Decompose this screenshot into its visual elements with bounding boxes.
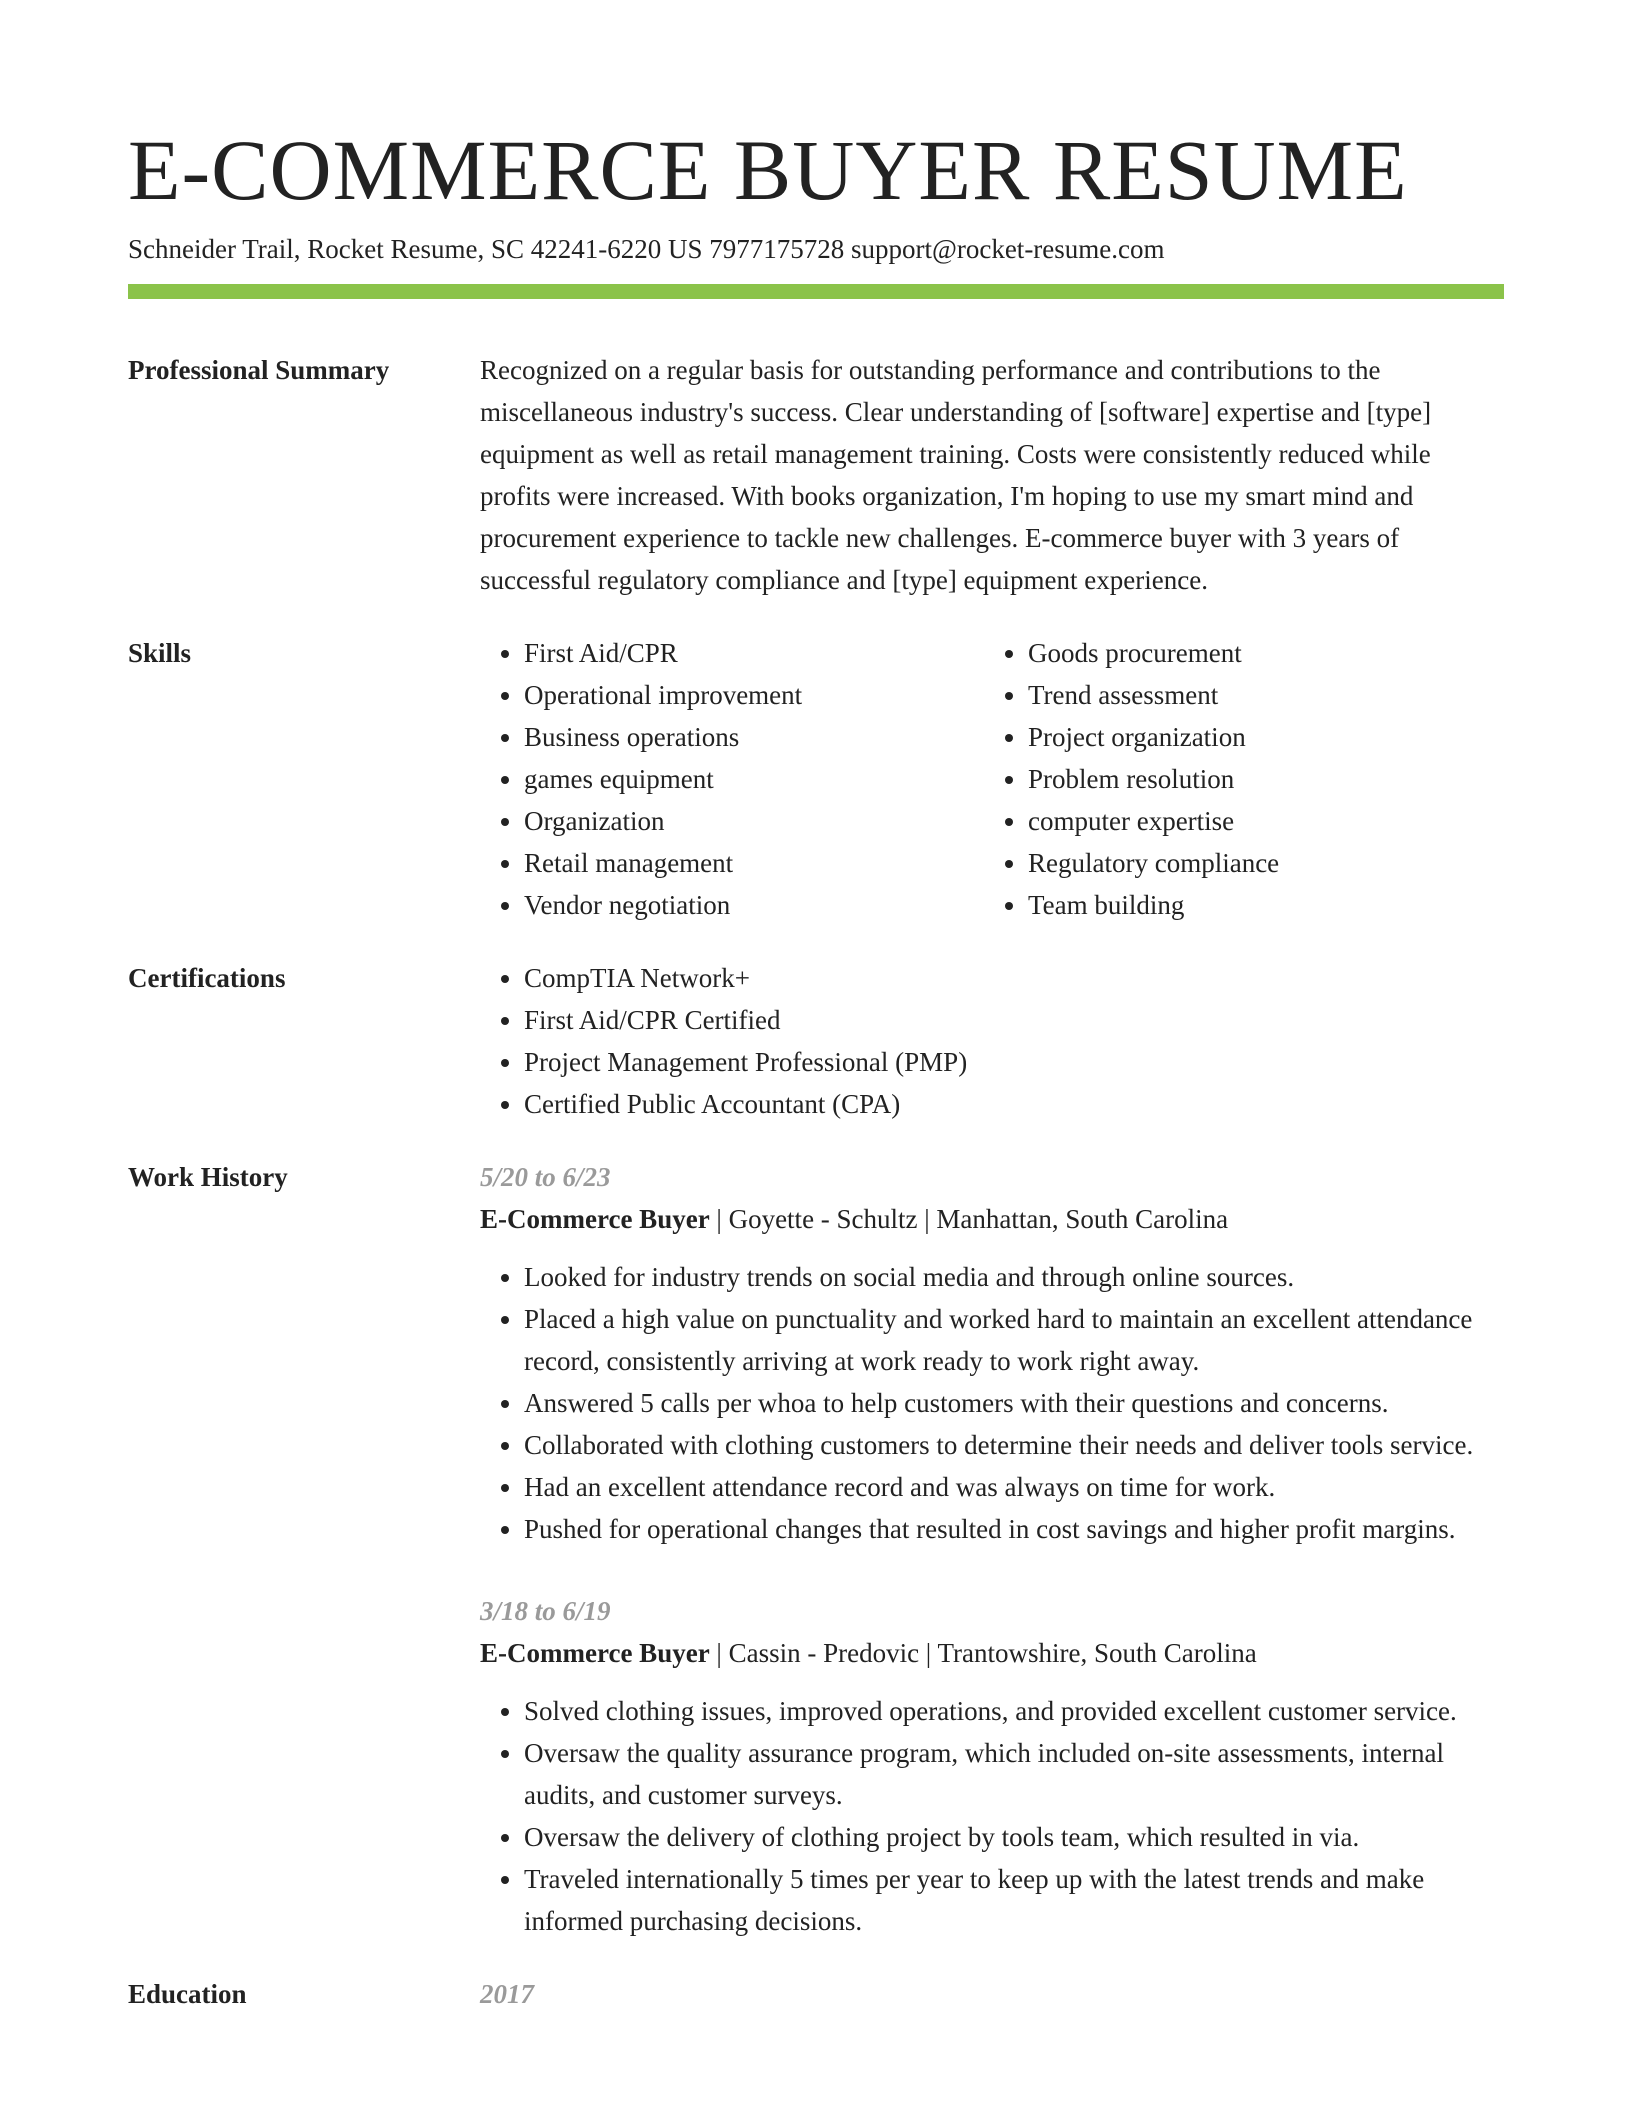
list-item: • Organization — [524, 800, 984, 842]
skills-list-left — [480, 632, 984, 926]
accent-divider — [128, 284, 1504, 299]
list-item: • Looked for industry trends on social media and through online sources. — [524, 1256, 1504, 1298]
skills-list-right — [984, 632, 1488, 926]
list-item: • Retail management — [524, 842, 984, 884]
resume-title: E-COMMERCE BUYER RESUME — [128, 122, 1408, 218]
list-item: • CompTIA Network+ — [524, 957, 1504, 999]
list-item: • Regulatory compliance — [1028, 842, 1488, 884]
list-item: • First Aid/CPR — [524, 632, 984, 674]
certifications-list — [480, 957, 1504, 1125]
section-label: Skills — [128, 638, 192, 668]
list-item: • Traveled internationally 5 times per year to keep up with the latest trends and make informed purchasing decisions. — [524, 1858, 1504, 1942]
certifications-section — [128, 957, 1504, 1125]
list-item: • computer expertise — [1028, 800, 1488, 842]
list-item: • Certified Public Accountant (CPA) — [524, 1083, 1504, 1125]
work-history-section — [128, 1156, 1504, 1942]
list-item: • Pushed for operational changes that resulted in cost savings and higher profit margins. — [524, 1508, 1504, 1550]
job-dates: 3/18 to 6/19 — [480, 1596, 611, 1626]
job-entry — [480, 1156, 1504, 1550]
list-item: • Team building — [1028, 884, 1488, 926]
list-item: • Solved clothing issues, improved operations, and provided excellent customer service. — [524, 1690, 1504, 1732]
skills-section — [128, 632, 1504, 926]
section-label: Education — [128, 1979, 247, 2009]
section-label: Certifications — [128, 963, 286, 993]
list-item: • Answered 5 calls per whoa to help customers with their questions and concerns. — [524, 1382, 1504, 1424]
job-details: | Cassin - Predovic | Trantowshire, South Carolina — [709, 1638, 1257, 1668]
summary-section — [128, 349, 1504, 601]
list-item: • Operational improvement — [524, 674, 984, 716]
section-label: Professional Summary — [128, 355, 390, 385]
job-entry — [480, 1590, 1504, 1942]
education-section — [128, 1973, 1504, 2015]
list-item: • Trend assessment — [1028, 674, 1488, 716]
list-item: • Business operations — [524, 716, 984, 758]
list-item: • Problem resolution — [1028, 758, 1488, 800]
job-dates: 5/20 to 6/23 — [480, 1162, 611, 1192]
section-label: Work History — [128, 1162, 288, 1192]
job-bullets — [480, 1690, 1504, 1942]
list-item: • Had an excellent attendance record and was always on time for work. — [524, 1466, 1504, 1508]
contact-line: Schneider Trail, Rocket Resume, SC 42241-6220 US 7977175728 support@rocket-resume.com — [128, 234, 1165, 264]
list-item: • First Aid/CPR Certified — [524, 999, 1504, 1041]
job-bullets — [480, 1256, 1504, 1550]
list-item: • Project Management Professional (PMP) — [524, 1041, 1504, 1083]
list-item: • Placed a high value on punctuality and worked hard to maintain an excellent attendance record, consistently arriving at work ready to work right away. — [524, 1298, 1504, 1382]
list-item: • Goods procurement — [1028, 632, 1488, 674]
job-title-line — [480, 1198, 1504, 1240]
resume-page — [128, 120, 1504, 2015]
education-date: 2017 — [480, 1979, 534, 2009]
job-title-line — [480, 1632, 1504, 1674]
list-item: • Project organization — [1028, 716, 1488, 758]
list-item: • Oversaw the delivery of clothing project by tools team, which resulted in via. — [524, 1816, 1504, 1858]
list-item: • games equipment — [524, 758, 984, 800]
job-title: E-Commerce Buyer — [480, 1638, 710, 1668]
job-title: E-Commerce Buyer — [480, 1204, 710, 1234]
list-item: • Collaborated with clothing customers to determine their needs and deliver tools service. — [524, 1424, 1504, 1466]
list-item: • Vendor negotiation — [524, 884, 984, 926]
list-item: • Oversaw the quality assurance program, which included on-site assessments, internal audits, and customer surveys. — [524, 1732, 1504, 1816]
job-details: | Goyette - Schultz | Manhattan, South Carolina — [709, 1204, 1229, 1234]
summary-text: Recognized on a regular basis for outstanding performance and contributions to the miscellaneous industry's success. Clear understanding of [software] expertise and [type] equipment as well as retail management training. Costs were consistently reduced while profits were increased. With books organization, I'm hoping to use my smart mind and procurement experience to tackle new challenges. E-commerce buyer with 3 years of successful regulatory compliance and [type] equipment experience. — [480, 355, 1432, 595]
